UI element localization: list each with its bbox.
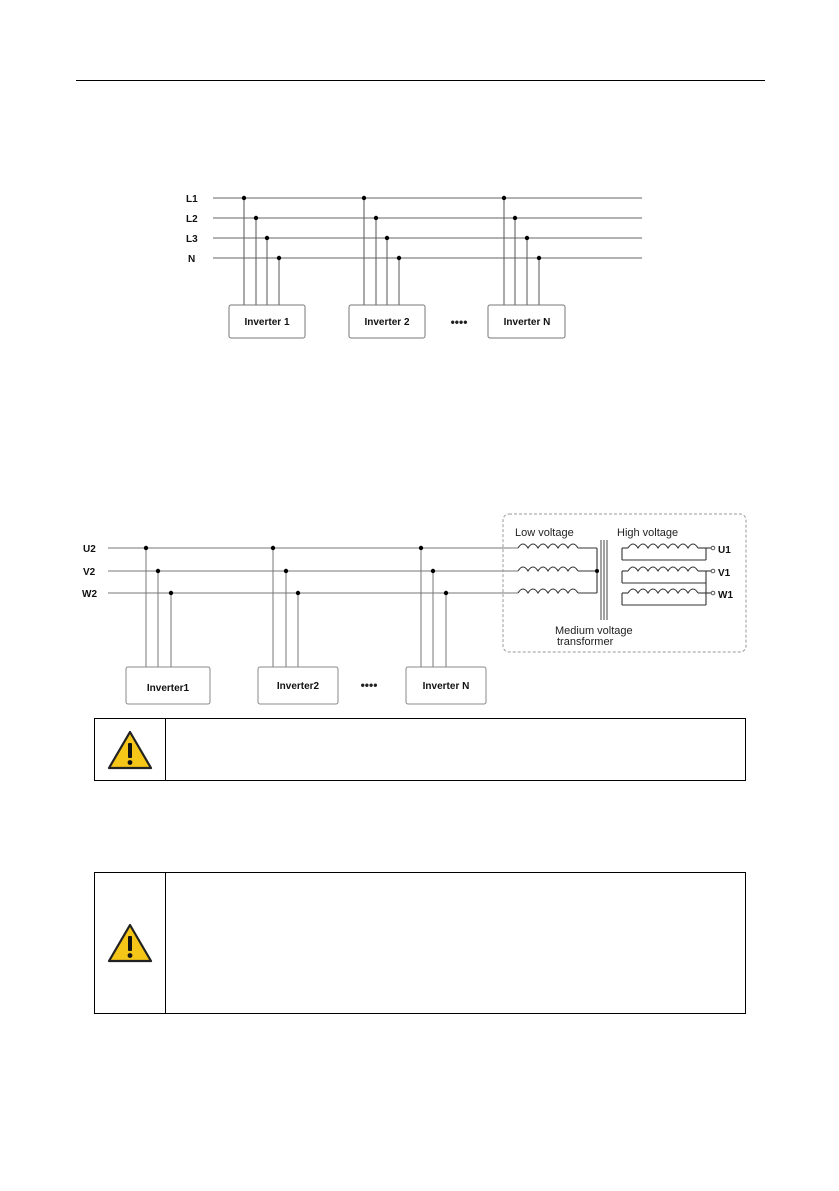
inverter-2-label: Inverter 2 <box>364 317 410 328</box>
output-label-w1: W1 <box>718 590 733 601</box>
warning-icon-cell <box>95 873 166 1013</box>
three-phase-four-wire-diagram <box>0 185 839 345</box>
line-label-l1: L1 <box>186 194 198 205</box>
warning-text-2 <box>165 873 745 1013</box>
ellipsis: •••• <box>450 315 468 329</box>
line-label-w2: W2 <box>82 589 97 600</box>
warning-box-2 <box>94 872 746 1014</box>
warning-icon-cell <box>95 719 166 780</box>
line-label-u2: U2 <box>83 544 96 555</box>
ellipsis-2: •••• <box>360 678 378 692</box>
line-label-n: N <box>188 254 196 265</box>
transformer-name-line2: transformer <box>557 636 614 648</box>
header-rule <box>76 80 765 81</box>
warning-triangle-icon <box>106 922 154 964</box>
warning-text-1 <box>165 719 745 780</box>
inverter-n-label: Inverter N <box>503 317 551 328</box>
inverter1-label: Inverter1 <box>146 683 190 694</box>
inverter-1-label: Inverter 1 <box>244 317 290 328</box>
inverter2-label: Inverter2 <box>276 681 320 692</box>
warning-triangle-icon <box>106 729 154 771</box>
high-voltage-label: High voltage <box>617 527 679 539</box>
line-label-l3: L3 <box>186 234 198 245</box>
inverter-n-taps <box>504 198 539 305</box>
inverter-n-label-2: Inverter N <box>422 681 470 692</box>
transformer-name-line1: Medium voltage <box>555 625 633 637</box>
transformer-connection-diagram <box>0 510 839 710</box>
output-label-u1: U1 <box>718 545 731 556</box>
line-label-v2: V2 <box>83 567 96 578</box>
inverter-2-taps <box>364 198 399 305</box>
output-label-v1: V1 <box>718 568 731 579</box>
warning-box-1 <box>94 718 746 781</box>
inverter-1-taps <box>244 198 279 305</box>
low-voltage-label: Low voltage <box>515 527 574 539</box>
high-voltage-coils <box>622 544 712 605</box>
line-label-l2: L2 <box>186 214 198 225</box>
low-voltage-coils <box>518 544 597 593</box>
